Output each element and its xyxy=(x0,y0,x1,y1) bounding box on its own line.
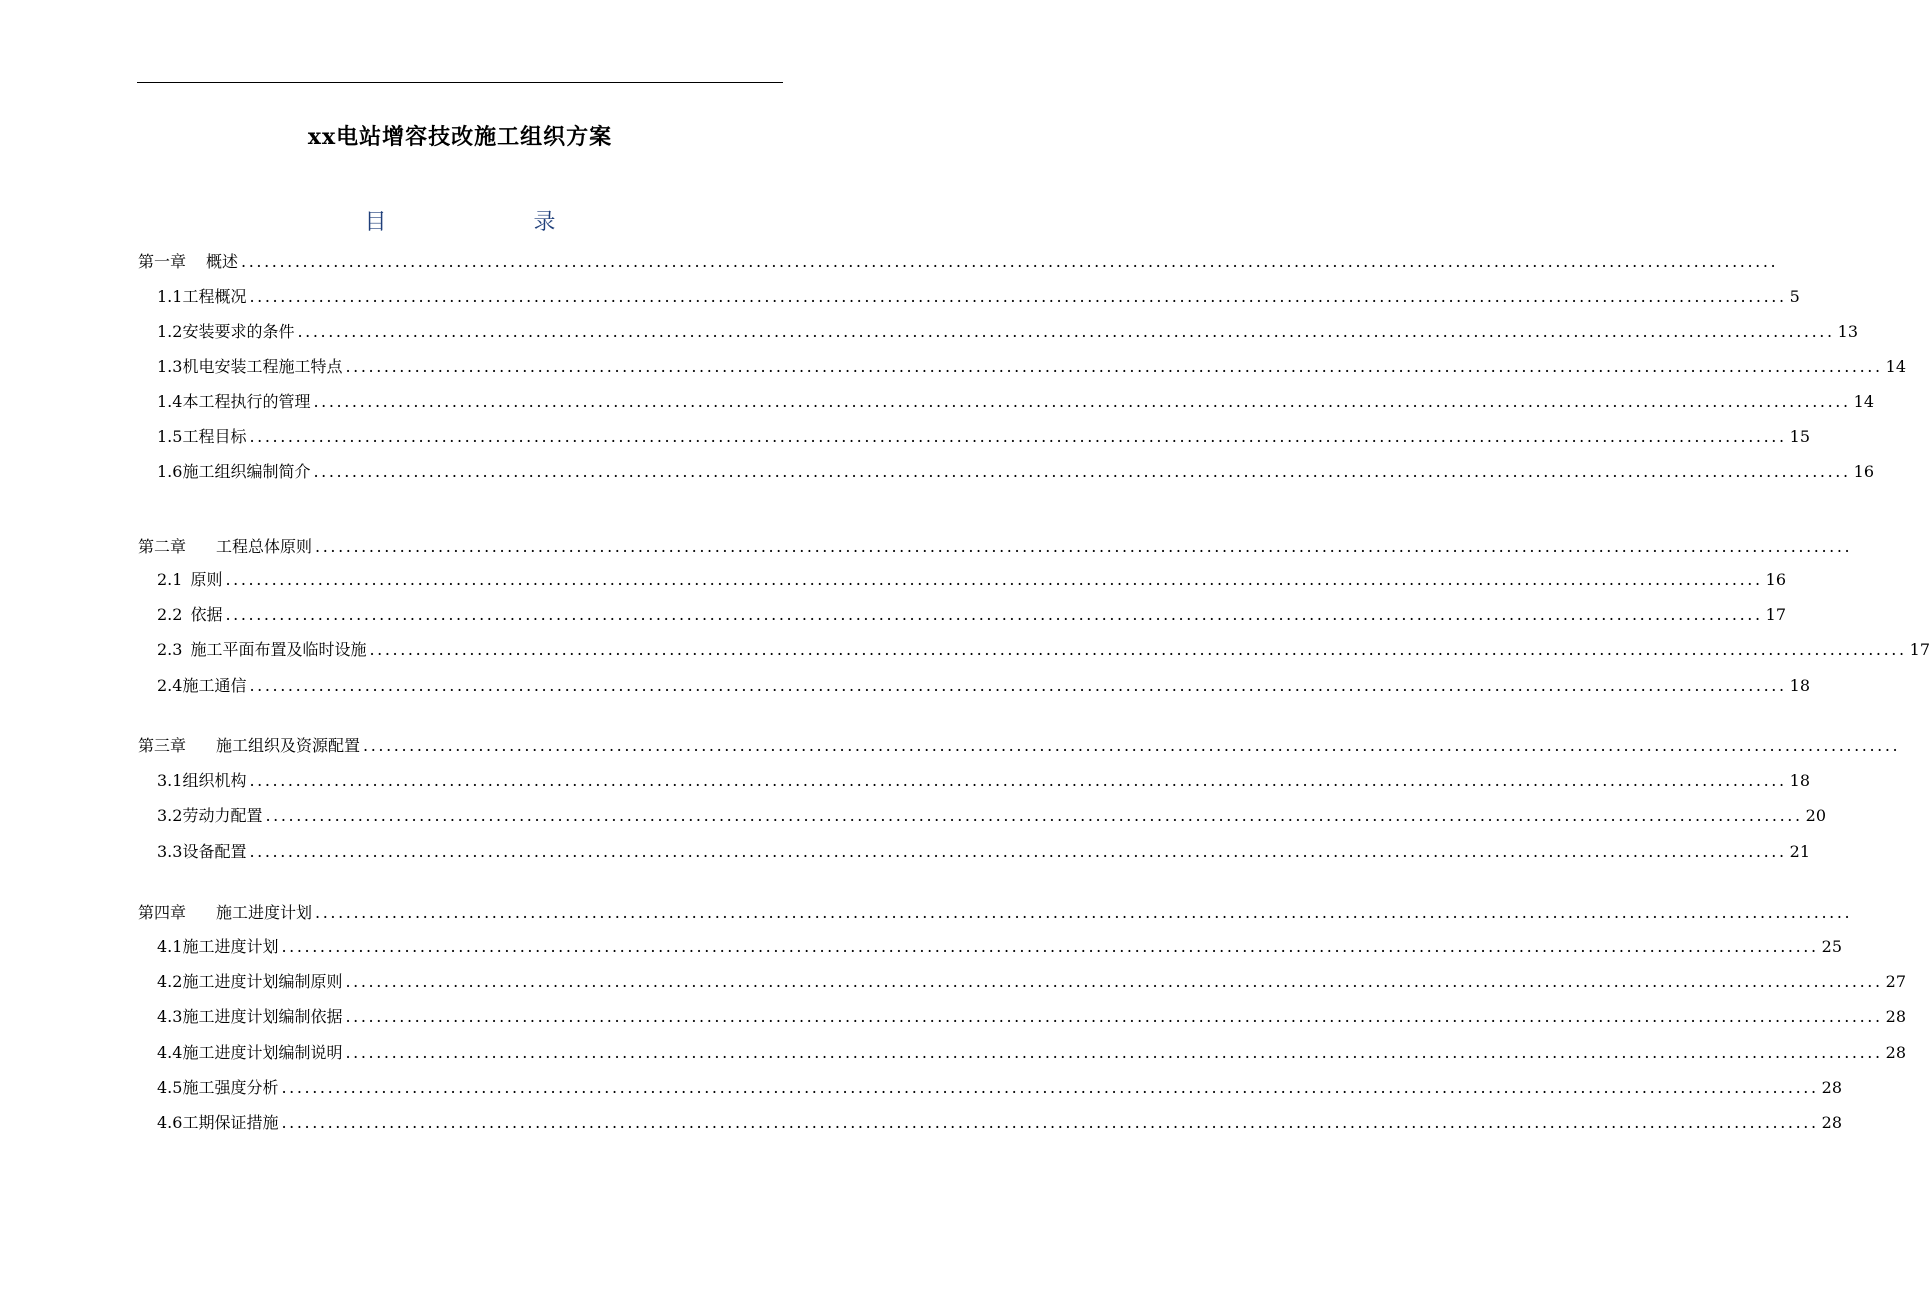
toc-page-number: 17 xyxy=(1765,605,1787,624)
toc-entry-number: 4.1 xyxy=(157,937,183,956)
toc-section-entry[interactable] xyxy=(157,462,1875,482)
toc-entry-number: 4.5 xyxy=(157,1078,183,1097)
toc-entry-number: 1.6 xyxy=(157,462,183,481)
toc-entry-number: 第三章 xyxy=(138,736,187,755)
toc-entry-label xyxy=(138,252,238,272)
toc-entry-label xyxy=(157,427,246,447)
toc-dot-leader: ........................................................................................................................................................................................................ xyxy=(315,903,1853,922)
toc-entry-number: 2.4 xyxy=(157,676,183,695)
toc-page-number: 20 xyxy=(1805,806,1827,825)
toc-entry-title: 机电安装工程施工特点 xyxy=(182,357,343,376)
toc-page-number: 18 xyxy=(1789,771,1811,790)
toc-dot-leader: ........................................................................................................................................................................................................ xyxy=(249,676,1787,695)
toc-page-number: 14 xyxy=(1853,392,1875,411)
toc-section-entry[interactable] xyxy=(157,937,1843,957)
toc-entry-number: 4.2 xyxy=(157,972,183,991)
toc-entry-title: 依据 xyxy=(190,605,223,624)
toc-entry-label xyxy=(157,1007,342,1027)
toc-entry-label xyxy=(157,570,222,590)
toc-entry-title: 施工组织编制简介 xyxy=(182,462,311,481)
toc-heading: 目 录 xyxy=(364,210,626,235)
toc-entry-title: 施工通信 xyxy=(182,676,247,695)
toc-section-entry[interactable] xyxy=(157,806,1827,826)
toc-entry-label xyxy=(157,640,366,660)
toc-section-entry[interactable] xyxy=(157,322,1859,342)
toc-dot-leader: ........................................................................................................................................................................................................ xyxy=(345,1007,1883,1026)
toc-page-number: 16 xyxy=(1853,462,1875,481)
toc-entry-title: 施工进度计划编制原则 xyxy=(182,972,343,991)
toc-page-number: 14 xyxy=(1885,357,1907,376)
toc-section-entry[interactable] xyxy=(157,287,1800,307)
toc-entry-label xyxy=(157,1043,342,1063)
toc-dot-leader: ........................................................................................................................................................................................................ xyxy=(315,537,1853,556)
toc-entry-number: 3.2 xyxy=(157,806,183,825)
toc-entry-label xyxy=(157,1113,278,1133)
toc-section-entry[interactable] xyxy=(157,570,1787,590)
toc-entry-title: 工期保证措施 xyxy=(182,1113,279,1132)
toc-chapter-entry[interactable] xyxy=(138,903,1853,923)
toc-dot-leader: ........................................................................................................................................................................................................ xyxy=(241,252,1779,271)
toc-entry-title: 施工进度计划编制说明 xyxy=(182,1043,343,1062)
toc-entry-number: 4.3 xyxy=(157,1007,183,1026)
toc-entry-number: 2.3 xyxy=(157,640,183,659)
toc-dot-leader: ........................................................................................................................................................................................................ xyxy=(225,605,1763,624)
toc-entry-label xyxy=(157,937,278,957)
toc-dot-leader: ........................................................................................................................................................................................................ xyxy=(313,462,1851,481)
toc-entry-label xyxy=(138,537,312,557)
toc-entry-number: 3.3 xyxy=(157,842,183,861)
toc-page-number: 18 xyxy=(1789,676,1811,695)
toc-chapter-entry[interactable] xyxy=(138,537,1853,557)
toc-entry-label xyxy=(157,842,246,862)
toc-dot-leader: ........................................................................................................................................................................................................ xyxy=(249,427,1787,446)
toc-page-number: 28 xyxy=(1821,1113,1843,1132)
toc-chapter-entry[interactable] xyxy=(138,252,1779,272)
toc-entry-title: 施工进度计划 xyxy=(216,903,313,922)
toc-entry-number: 1.4 xyxy=(157,392,183,411)
toc-dot-leader: ........................................................................................................................................................................................................ xyxy=(281,1113,1819,1132)
toc-entry-number: 3.1 xyxy=(157,771,183,790)
toc-section-entry[interactable] xyxy=(157,1043,1907,1063)
toc-entry-title: 本工程执行的管理 xyxy=(182,392,311,411)
toc-entry-title: 施工组织及资源配置 xyxy=(216,736,361,755)
toc-dot-leader: ........................................................................................................................................................................................................ xyxy=(281,1078,1819,1097)
toc-entry-number: 第一章 xyxy=(138,252,187,271)
toc-page-number: 27 xyxy=(1885,972,1907,991)
toc-entry-title: 施工进度计划编制依据 xyxy=(182,1007,343,1026)
toc-dot-leader: ........................................................................................................................................................................................................ xyxy=(225,570,1763,589)
toc-entry-title: 工程概况 xyxy=(182,287,247,306)
toc-dot-leader: ........................................................................................................................................................................................................ xyxy=(281,937,1819,956)
toc-dot-leader: ........................................................................................................................................................................................................ xyxy=(297,322,1835,341)
toc-entry-label xyxy=(157,676,246,696)
toc-section-entry[interactable] xyxy=(157,357,1907,377)
toc-dot-leader: ........................................................................................................................................................................................................ xyxy=(345,357,1883,376)
toc-page-number: 16 xyxy=(1765,570,1787,589)
toc-section-entry[interactable] xyxy=(157,676,1811,696)
toc-entry-number: 1.2 xyxy=(157,322,183,341)
toc-dot-leader: ........................................................................................................................................................................................................ xyxy=(313,392,1851,411)
toc-section-entry[interactable] xyxy=(157,1007,1907,1027)
toc-entry-label xyxy=(157,392,310,412)
toc-dot-leader: ........................................................................................................................................................................................................ xyxy=(249,842,1787,861)
toc-dot-leader: ........................................................................................................................................................................................................ xyxy=(345,972,1883,991)
toc-entry-title: 施工平面布置及临时设施 xyxy=(190,640,367,659)
toc-entry-number: 4.6 xyxy=(157,1113,183,1132)
toc-section-entry[interactable] xyxy=(157,605,1787,625)
toc-page-number: 5 xyxy=(1789,287,1800,306)
toc-entry-title: 原则 xyxy=(190,570,223,589)
toc-entry-number: 1.5 xyxy=(157,427,183,446)
toc-entry-title: 安装要求的条件 xyxy=(182,322,295,341)
toc-page-number: 28 xyxy=(1821,1078,1843,1097)
toc-entry-label xyxy=(157,605,222,625)
toc-section-entry[interactable] xyxy=(157,640,1930,660)
toc-entry-title: 施工强度分析 xyxy=(182,1078,279,1097)
toc-page-number: 17 xyxy=(1909,640,1930,659)
toc-section-entry[interactable] xyxy=(157,392,1875,412)
toc-page-number: 13 xyxy=(1837,322,1859,341)
toc-entry-number: 2.1 xyxy=(157,570,183,589)
toc-entry-label xyxy=(138,903,312,923)
document-title: xx电站增容技改施工组织方案 xyxy=(307,124,613,150)
toc-entry-label xyxy=(157,806,262,826)
toc-entry-number: 2.2 xyxy=(157,605,183,624)
toc-entry-title: 工程总体原则 xyxy=(216,537,313,556)
toc-entry-label xyxy=(157,357,342,377)
toc-page-number: 25 xyxy=(1821,937,1843,956)
toc-page-number: 21 xyxy=(1789,842,1811,861)
toc-entry-label xyxy=(157,287,246,307)
toc-entry-number: 第四章 xyxy=(138,903,187,922)
toc-entry-label xyxy=(157,462,310,482)
toc-chapter-entry[interactable] xyxy=(138,736,1901,756)
toc-dot-leader: ........................................................................................................................................................................................................ xyxy=(363,736,1901,755)
toc-entry-number: 第二章 xyxy=(138,537,187,556)
toc-entry-number: 1.3 xyxy=(157,357,183,376)
toc-section-entry[interactable] xyxy=(157,842,1811,862)
toc-section-entry[interactable] xyxy=(157,1078,1843,1098)
toc-dot-leader: ........................................................................................................................................................................................................ xyxy=(249,287,1787,306)
toc-entry-title: 概述 xyxy=(206,252,239,271)
toc-entry-label xyxy=(157,771,246,791)
toc-entry-label xyxy=(138,736,360,756)
toc-entry-number: 4.4 xyxy=(157,1043,183,1062)
toc-page-number: 28 xyxy=(1885,1043,1907,1062)
toc-dot-leader: ........................................................................................................................................................................................................ xyxy=(369,640,1907,659)
toc-entry-title: 施工进度计划 xyxy=(182,937,279,956)
toc-section-entry[interactable] xyxy=(157,972,1907,992)
toc-entry-label xyxy=(157,322,294,342)
toc-dot-leader: ........................................................................................................................................................................................................ xyxy=(265,806,1803,825)
toc-page-number: 15 xyxy=(1789,427,1811,446)
toc-entry-title: 组织机构 xyxy=(182,771,247,790)
toc-section-entry[interactable] xyxy=(157,1113,1843,1133)
toc-section-entry[interactable] xyxy=(157,771,1811,791)
toc-entry-number: 1.1 xyxy=(157,287,183,306)
toc-page-number: 28 xyxy=(1885,1007,1907,1026)
toc-entry-title: 工程目标 xyxy=(182,427,247,446)
toc-dot-leader: ........................................................................................................................................................................................................ xyxy=(249,771,1787,790)
toc-entry-label xyxy=(157,972,342,992)
toc-entry-title: 设备配置 xyxy=(182,842,247,861)
toc-dot-leader: ........................................................................................................................................................................................................ xyxy=(345,1043,1883,1062)
header-rule xyxy=(137,82,783,83)
toc-entry-label xyxy=(157,1078,278,1098)
toc-entry-title: 劳动力配置 xyxy=(182,806,263,825)
toc-section-entry[interactable] xyxy=(157,427,1811,447)
